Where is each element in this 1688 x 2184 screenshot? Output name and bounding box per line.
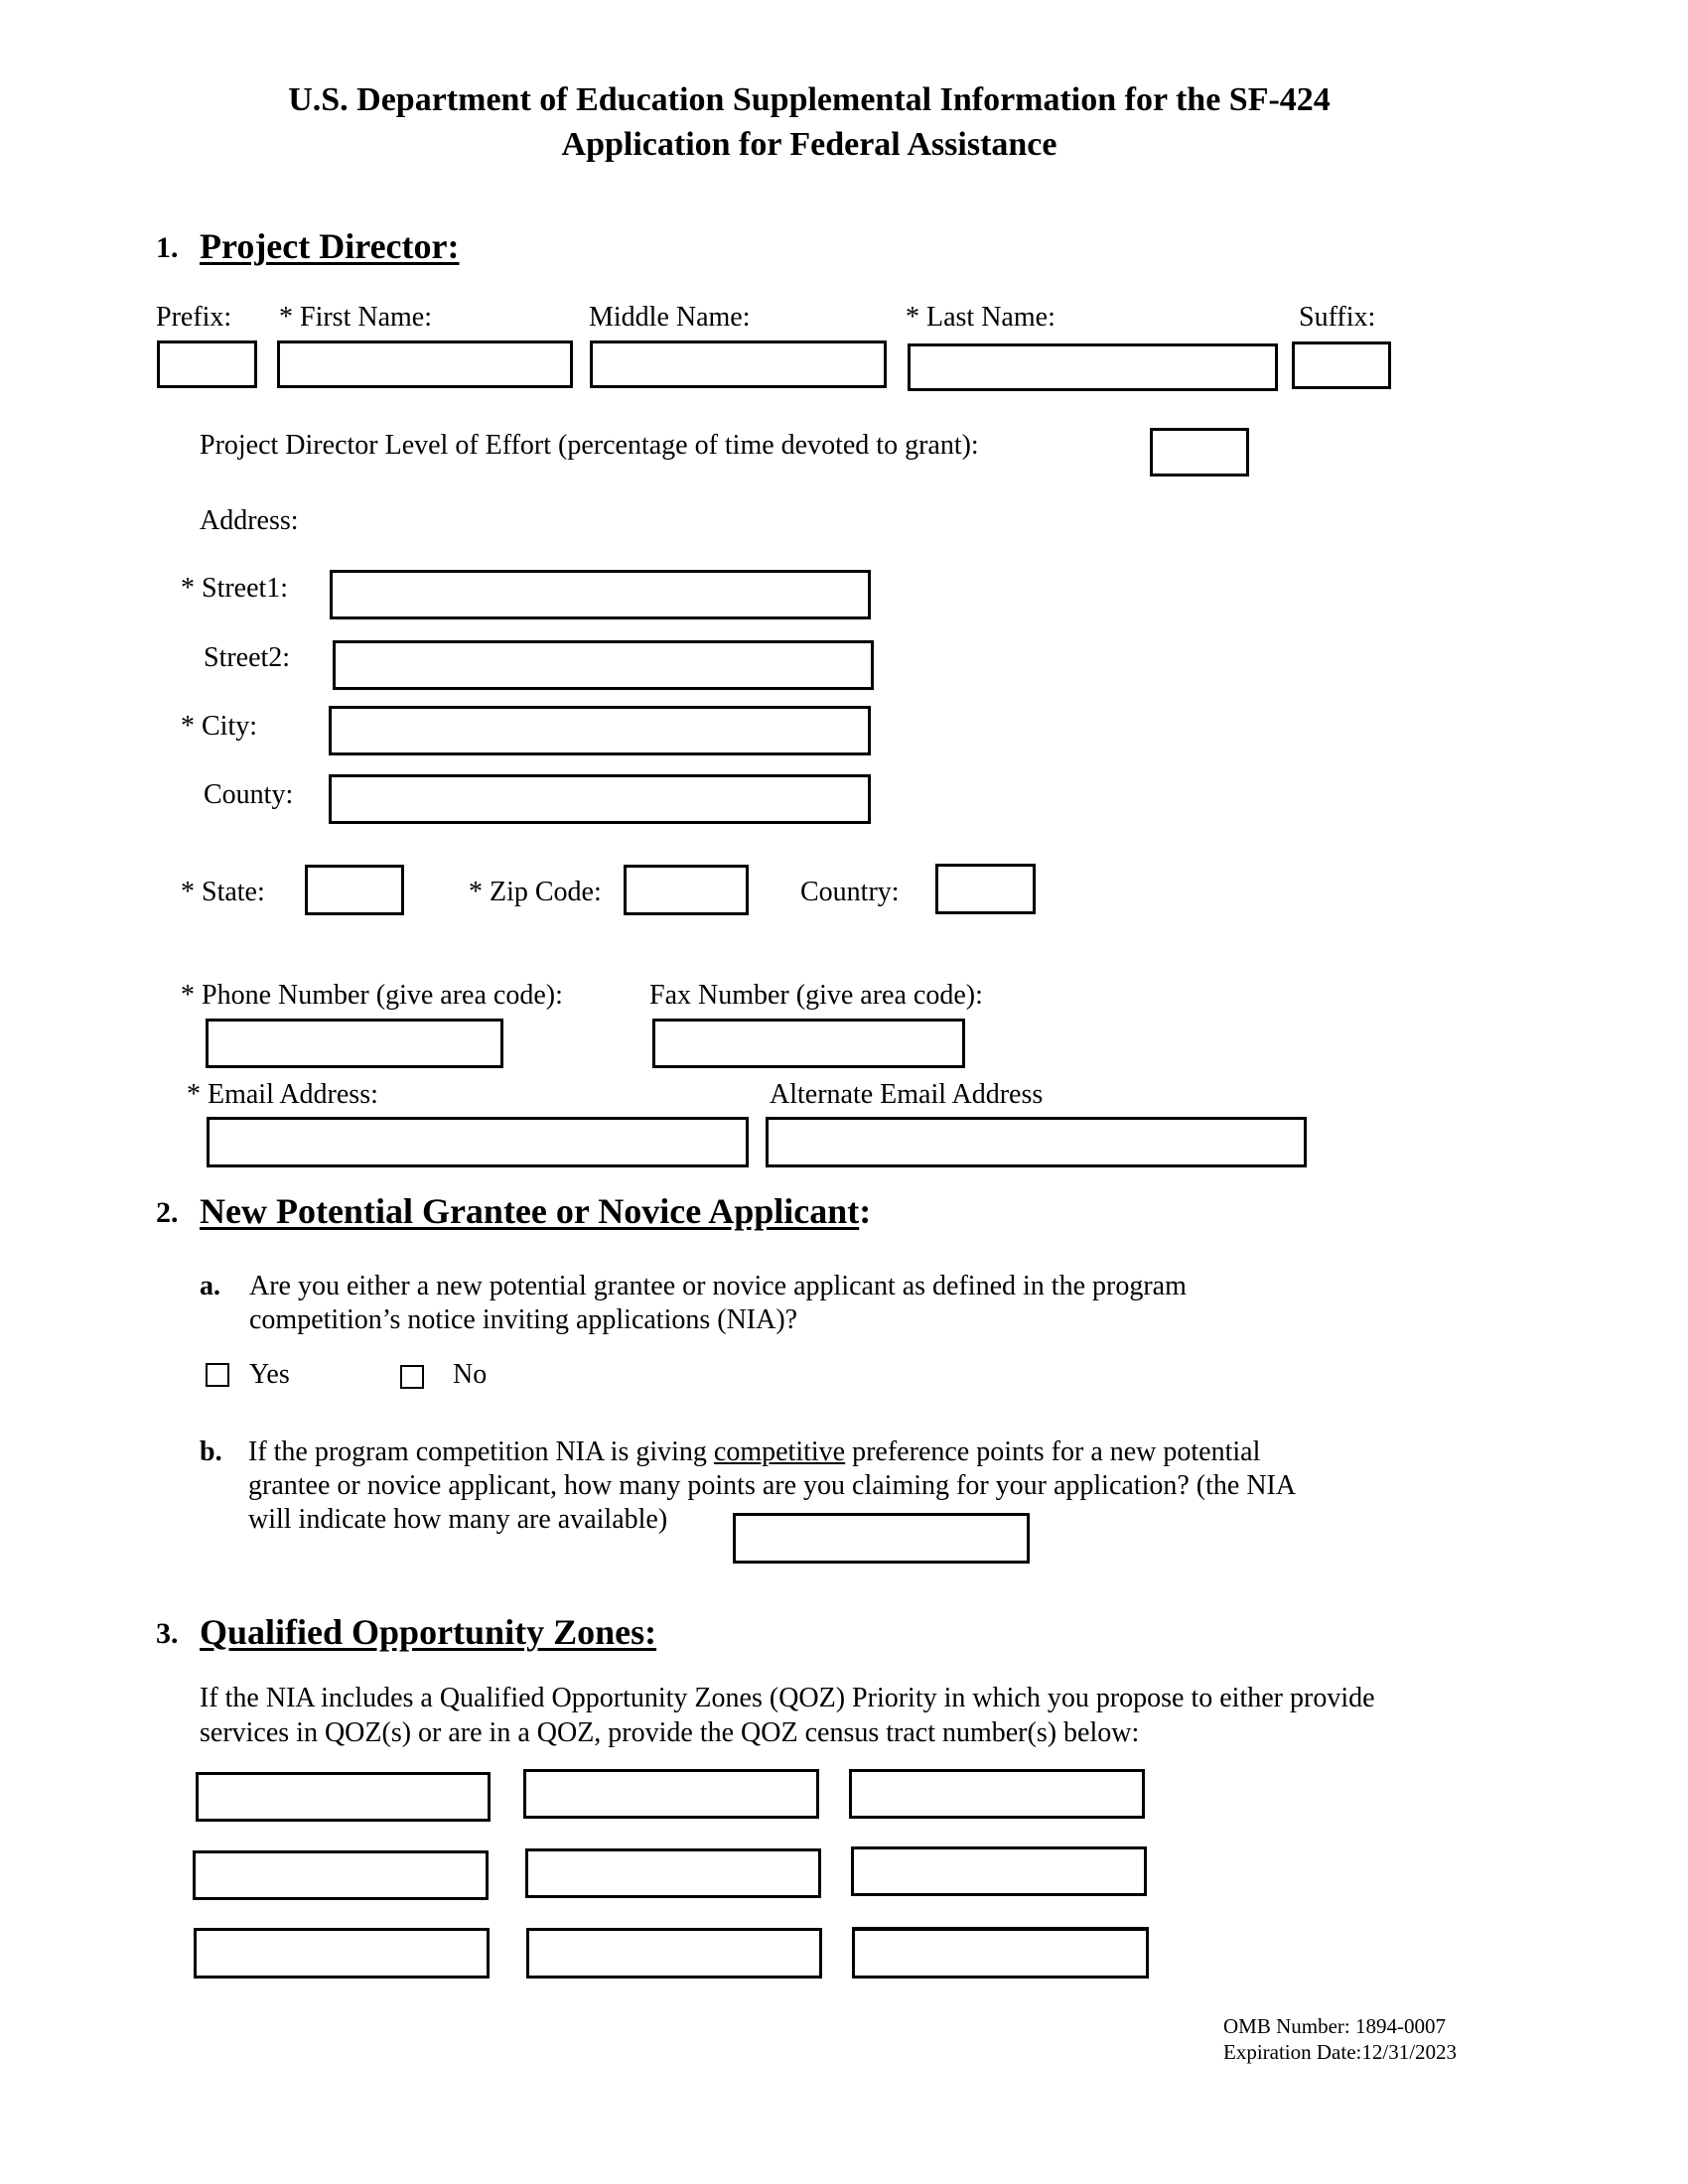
alternate-email-label: Alternate Email Address [770,1079,1044,1110]
qoz-tract-field-8[interactable] [526,1928,822,1979]
zip-code-field[interactable] [624,865,749,915]
state-label: * State: [181,877,265,907]
section1-heading-text: Project Director: [200,226,460,266]
phone-label: * Phone Number (give area code): [181,980,563,1011]
middle-name-label: Middle Name: [589,302,751,333]
qoz-tract-field-3[interactable] [849,1769,1145,1819]
question-a-line1: Are you either a new potential grantee or novice applicant as defined in the program [249,1271,1187,1301]
qoz-tract-input[interactable] [529,1931,819,1976]
fax-input[interactable] [655,1022,962,1065]
prefix-input[interactable] [160,343,254,385]
section3-heading [200,1612,656,1652]
street2-field[interactable] [333,640,874,690]
suffix-input[interactable] [1295,344,1388,386]
middle-name-input[interactable] [593,343,884,385]
street1-label: * Street1: [181,573,289,604]
qoz-instructions-line1: If the NIA includes a Qualified Opportunity Zones (QOZ) Priority in which you propose to either provide [200,1683,1375,1713]
level-of-effort-label: Project Director Level of Effort (percentage of time devoted to grant): [200,430,979,461]
section2-heading-text: New Potential Grantee or Novice Applicant [200,1191,860,1231]
city-field[interactable] [329,706,871,755]
level-of-effort-input[interactable] [1153,431,1246,474]
qoz-tract-field-4[interactable] [193,1850,489,1900]
question-a-line2: competition’s notice inviting applications (NIA)? [249,1304,798,1335]
city-label: * City: [181,711,258,742]
expiration-date: Expiration Date:12/31/2023 [1223,2040,1458,2064]
section3-heading-text: Qualified Opportunity Zones: [200,1612,657,1652]
omb-number: OMB Number: 1894-0007 [1223,2014,1446,2038]
county-field[interactable] [329,774,871,824]
question-b-line1-post: preference points for a new potential [845,1436,1261,1467]
qoz-instructions-line2: services in QOZ(s) or are in a QOZ, provide the QOZ census tract number(s) below: [200,1717,1140,1748]
first-name-input[interactable] [280,343,570,385]
section1-heading [200,226,460,266]
qoz-tract-input[interactable] [528,1851,818,1895]
alternate-email-field[interactable] [766,1117,1307,1167]
qoz-tract-input[interactable] [526,1772,816,1816]
points-claimed-field[interactable] [733,1513,1030,1564]
question-b-line1-pre: If the program competition NIA is giving [248,1436,714,1467]
email-field[interactable] [207,1117,749,1167]
address-label: Address: [200,505,299,536]
suffix-field[interactable] [1292,341,1391,389]
section2-heading-colon: : [859,1191,872,1231]
first-name-field[interactable] [277,341,573,388]
zip-code-input[interactable] [627,868,746,912]
no-label: No [453,1359,488,1390]
yes-checkbox[interactable] [206,1363,229,1387]
section1-number: 1. [156,231,179,264]
alternate-email-input[interactable] [769,1120,1304,1164]
qoz-tract-field-2[interactable] [523,1769,819,1819]
phone-field[interactable] [206,1019,503,1068]
no-checkbox[interactable] [400,1365,424,1389]
country-field[interactable] [935,864,1036,914]
last-name-input[interactable] [911,346,1275,388]
qoz-tract-field-7[interactable] [194,1928,490,1979]
qoz-tract-field-9[interactable] [852,1927,1149,1979]
qoz-tract-field-1[interactable] [196,1772,491,1822]
phone-input[interactable] [209,1022,500,1065]
yes-label: Yes [249,1359,290,1390]
form-title-line2: Application for Federal Assistance [561,126,1057,163]
points-claimed-input[interactable] [736,1516,1027,1561]
qoz-tract-input[interactable] [197,1931,487,1976]
question-b-marker: b. [200,1436,222,1467]
qoz-tract-input[interactable] [855,1931,1146,1976]
section2-heading [200,1191,871,1231]
level-of-effort-field[interactable] [1150,428,1249,477]
question-b-line1 [248,1435,1260,1469]
email-label: * Email Address: [187,1079,378,1110]
state-field[interactable] [305,865,404,915]
email-input[interactable] [210,1120,746,1164]
qoz-tract-input[interactable] [196,1853,486,1897]
question-b-line2: grantee or novice applicant, how many points are you claiming for your application? (the NIA [248,1470,1297,1501]
fax-field[interactable] [652,1019,965,1068]
country-label: Country: [800,877,900,907]
qoz-tract-input[interactable] [852,1772,1142,1816]
section3-number: 3. [156,1617,179,1650]
last-name-label: * Last Name: [906,302,1055,333]
city-input[interactable] [332,709,868,752]
street1-field[interactable] [330,570,871,619]
prefix-field[interactable] [157,341,257,388]
form-title-line1: U.S. Department of Education Supplemental Information for the SF-424 [288,81,1331,118]
section2-number: 2. [156,1196,179,1229]
street1-input[interactable] [333,573,868,616]
street2-input[interactable] [336,643,871,687]
question-b-line3: will indicate how many are available) [248,1504,668,1535]
prefix-label: Prefix: [156,302,232,333]
zip-code-label: * Zip Code: [469,877,602,907]
qoz-tract-field-6[interactable] [851,1846,1147,1896]
suffix-label: Suffix: [1299,302,1376,333]
last-name-field[interactable] [908,343,1278,391]
country-input[interactable] [938,867,1033,911]
street2-label: Street2: [204,642,291,673]
county-label: County: [204,779,294,810]
qoz-tract-input[interactable] [854,1849,1144,1893]
qoz-tract-field-5[interactable] [525,1848,821,1898]
fax-label: Fax Number (give area code): [649,980,983,1011]
county-input[interactable] [332,777,868,821]
first-name-label: * First Name: [279,302,432,333]
question-a-marker: a. [200,1271,220,1301]
state-input[interactable] [308,868,401,912]
middle-name-field[interactable] [590,341,887,388]
question-b-competitive: competitive [713,1436,846,1467]
qoz-tract-input[interactable] [199,1775,488,1819]
